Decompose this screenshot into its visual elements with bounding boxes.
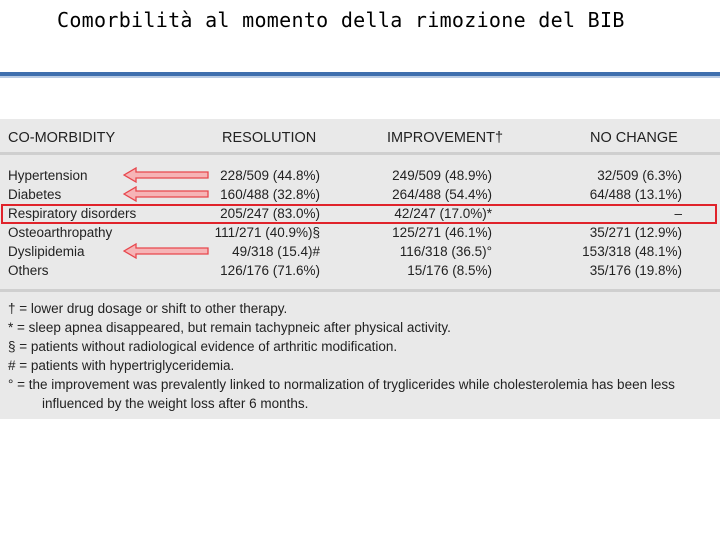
no-change-cell: 32/509 (6.3%) (597, 168, 682, 183)
footnote: † = lower drug dosage or shift to other therapy. (8, 301, 288, 316)
no-change-cell: – (674, 206, 682, 221)
row-label: Respiratory disorders (8, 206, 137, 221)
no-change-cell: 35/176 (19.8%) (589, 263, 682, 278)
row-label: Osteoarthropathy (8, 225, 113, 240)
header-rule (0, 152, 720, 155)
slide-title: Comorbilità al momento della rimozione del BIB (57, 8, 625, 32)
table-row (0, 261, 720, 280)
improvement-cell: 125/271 (46.1%) (392, 225, 492, 240)
table-bottom-rule (0, 289, 720, 292)
improvement-cell: 116/318 (36.5)° (399, 244, 492, 259)
row-label: Diabetes (8, 187, 62, 202)
footnote-continuation: influenced by the weight loss after 6 months. (42, 396, 309, 411)
footnote: # = patients with hypertriglyceridemia. (8, 358, 235, 373)
left-arrow-icon (123, 186, 209, 202)
table-row (0, 185, 720, 204)
resolution-cell: 160/488 (32.8%) (220, 187, 320, 202)
resolution-cell: 111/271 (40.9%)§ (214, 225, 320, 240)
no-change-cell: 64/488 (13.1%) (589, 187, 682, 202)
header-resolution: RESOLUTION (222, 130, 317, 146)
improvement-cell: 15/176 (8.5%) (407, 263, 492, 278)
improvement-cell: 249/509 (48.9%) (392, 168, 492, 183)
row-label: Others (8, 263, 49, 278)
row-label: Hypertension (8, 168, 88, 183)
footnote: § = patients without radiological evidence of arthritic modification. (8, 339, 398, 354)
no-change-cell: 153/318 (48.1%) (582, 244, 682, 259)
table-row (0, 166, 720, 185)
table-row (0, 223, 720, 242)
title-underline-shadow (0, 76, 720, 78)
resolution-cell: 126/176 (71.6%) (220, 263, 320, 278)
header-improvement: IMPROVEMENT† (387, 130, 504, 146)
comorbidity-table (0, 119, 720, 419)
respiratory-row-highlight (1, 204, 717, 224)
resolution-cell: 49/318 (15.4)# (232, 244, 320, 259)
footnote: * = sleep apnea disappeared, but remain tachypneic after physical activity. (8, 320, 451, 335)
left-arrow-icon (123, 167, 209, 183)
no-change-cell: 35/271 (12.9%) (589, 225, 682, 240)
footnote: ° = the improvement was prevalently linked to normalization of tryglicerides while cholesterolemia has been less (8, 377, 675, 392)
table-row (0, 242, 720, 261)
header-no-change: NO CHANGE (590, 130, 678, 146)
left-arrow-icon (123, 243, 209, 259)
improvement-cell: 42/247 (17.0%)* (394, 206, 492, 221)
header-comorbidity: CO-MORBIDITY (8, 130, 116, 146)
improvement-cell: 264/488 (54.4%) (392, 187, 492, 202)
resolution-cell: 228/509 (44.8%) (220, 168, 320, 183)
row-label: Dyslipidemia (8, 244, 85, 259)
resolution-cell: 205/247 (83.0%) (220, 206, 320, 221)
